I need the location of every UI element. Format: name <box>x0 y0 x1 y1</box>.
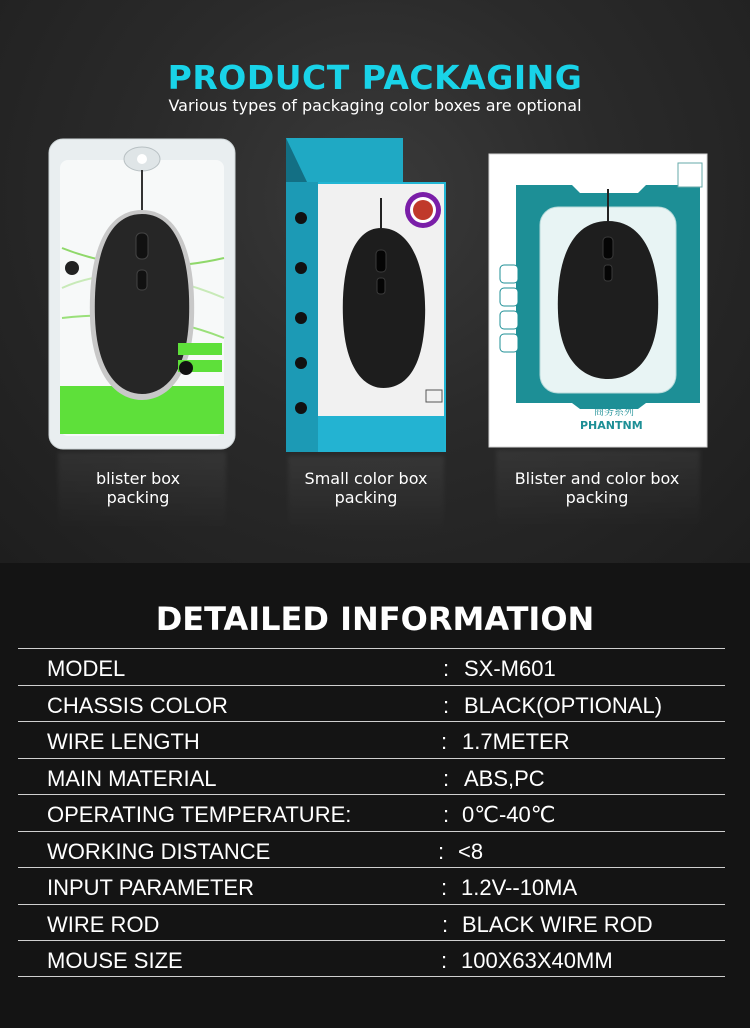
spec-row-main-material <box>18 758 725 795</box>
caption-line1: Small color box <box>304 469 428 488</box>
spec-row-model <box>18 648 725 685</box>
caption-line2: packing <box>106 488 170 507</box>
small-color-box-image <box>283 138 449 454</box>
spec-row-operating-temperature <box>18 794 725 831</box>
caption-small-color-box <box>276 469 456 507</box>
spec-key: INPUT PARAMETER <box>47 875 254 900</box>
spec-key: MOUSE SIZE <box>47 948 183 973</box>
caption-line2: packing <box>565 488 629 507</box>
caption-blister-box <box>48 469 228 507</box>
spec-value: 0℃-40℃ <box>462 802 556 827</box>
spec-value: ABS,PC <box>464 765 545 791</box>
spec-value: 1.2V--10MA <box>461 875 578 900</box>
spec-value: BLACK(OPTIONAL) <box>464 692 663 718</box>
caption-line2: packing <box>334 488 398 507</box>
spec-value: SX-M601 <box>464 656 556 681</box>
blister-color-box-image <box>488 153 708 448</box>
spec-value: 1.7METER <box>462 729 570 754</box>
spec-key: WIRE ROD <box>47 911 160 937</box>
packaging-subtitle: Various types of packaging color boxes are optional <box>168 96 582 115</box>
spec-key: CHASSIS COLOR <box>47 692 228 718</box>
spec-value: <8 <box>458 838 484 864</box>
spec-value: 100X63X40MM <box>461 948 613 973</box>
caption-line1: blister box <box>95 469 181 488</box>
spec-separator: : <box>442 911 449 937</box>
spec-key: MAIN MATERIAL <box>47 765 217 791</box>
spec-separator: : <box>443 765 450 791</box>
blister-box-image <box>48 138 236 450</box>
spec-row-working-distance <box>18 831 725 868</box>
spec-row-chassis-color <box>18 685 725 722</box>
spec-separator: : <box>441 729 448 754</box>
caption-blister-color-box <box>496 469 698 507</box>
details-title: DETAILED INFORMATION <box>155 600 595 638</box>
spec-row-mouse-size <box>18 940 725 977</box>
spec-separator: : <box>443 656 450 681</box>
spec-separator: : <box>438 838 445 864</box>
caption-line1: Blister and color box <box>514 469 680 488</box>
spec-separator: : <box>443 802 450 827</box>
spec-value: BLACK WIRE ROD <box>462 911 653 937</box>
spec-table <box>18 648 725 977</box>
spec-key: WIRE LENGTH <box>47 729 200 754</box>
spec-separator: : <box>441 875 448 900</box>
spec-separator: : <box>443 692 450 718</box>
box-brand: PHANTNM <box>580 419 643 432</box>
spec-row-wire-length <box>18 721 725 758</box>
spec-row-input-parameter <box>18 867 725 904</box>
spec-row-wire-rod <box>18 904 725 941</box>
spec-key: OPERATING TEMPERATURE: <box>47 802 352 827</box>
spec-key: WORKING DISTANCE <box>47 838 271 864</box>
box-brand-cn: 商务系列 <box>594 407 634 418</box>
spec-key: MODEL <box>47 656 126 681</box>
spec-separator: : <box>441 948 448 973</box>
packaging-title: PRODUCT PACKAGING <box>167 58 583 97</box>
